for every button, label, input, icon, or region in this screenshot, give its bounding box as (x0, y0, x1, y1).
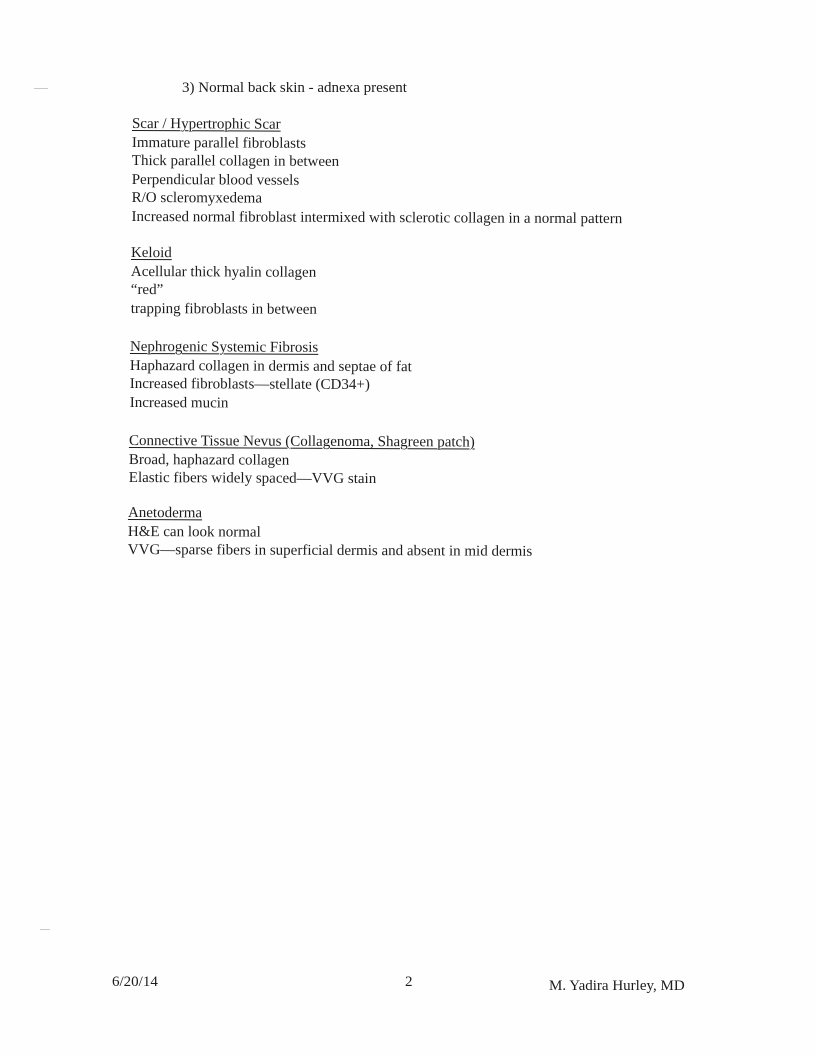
section-heading: Connective Tissue Nevus (Collagenoma, Shagreen patch) (128, 433, 475, 451)
section-line: Thick parallel collagen in between (131, 153, 340, 171)
section-line: Broad, haphazard collagen (128, 451, 290, 469)
section-line: VVG—sparse fibers in superficial dermis and absent in mid dermis (127, 542, 533, 560)
section-line: Haphazard collagen in dermis and septae of fat (129, 357, 412, 375)
section-line: Elastic fibers widely spaced—VVG stain (128, 470, 377, 488)
section-line: trapping fibroblasts in between (130, 300, 317, 318)
section-line: Increased fibroblasts—stellate (CD34+) (129, 376, 370, 394)
section-line: H&E can look normal (127, 523, 261, 541)
section-keloid (131, 244, 318, 319)
section-line: “red” (130, 282, 164, 299)
intro-line: 3) Normal back skin - adnexa present (182, 80, 407, 96)
section-line: Increased mucin (129, 394, 229, 412)
section-heading: Scar / Hypertrophic Scar (131, 115, 281, 133)
section-heading: Keloid (130, 244, 172, 262)
section-line: Immature parallel fibroblasts (131, 134, 307, 152)
section-heading: Nephrogenic Systemic Fibrosis (129, 339, 319, 356)
section-connective-tissue-nevus (129, 432, 475, 489)
footer-author: M. Yadira Hurley, MD (549, 978, 685, 994)
section-scar (132, 115, 623, 229)
footer-date: 6/20/14 (112, 974, 158, 990)
section-line: Perpendicular blood vessels (131, 171, 300, 189)
section-heading: Anetoderma (127, 505, 203, 522)
section-line: R/O scleromyxedema (131, 190, 263, 207)
section-nephrogenic-systemic-fibrosis (130, 338, 412, 414)
scan-speck (40, 929, 50, 930)
section-line: Acellular thick hyalin collagen (130, 263, 317, 281)
section-anetoderma (128, 504, 533, 562)
scan-speck (34, 88, 48, 89)
section-line: Increased normal fibroblast intermixed with sclerotic collagen in a normal pattern (131, 208, 623, 228)
footer-page-number: 2 (405, 974, 413, 990)
